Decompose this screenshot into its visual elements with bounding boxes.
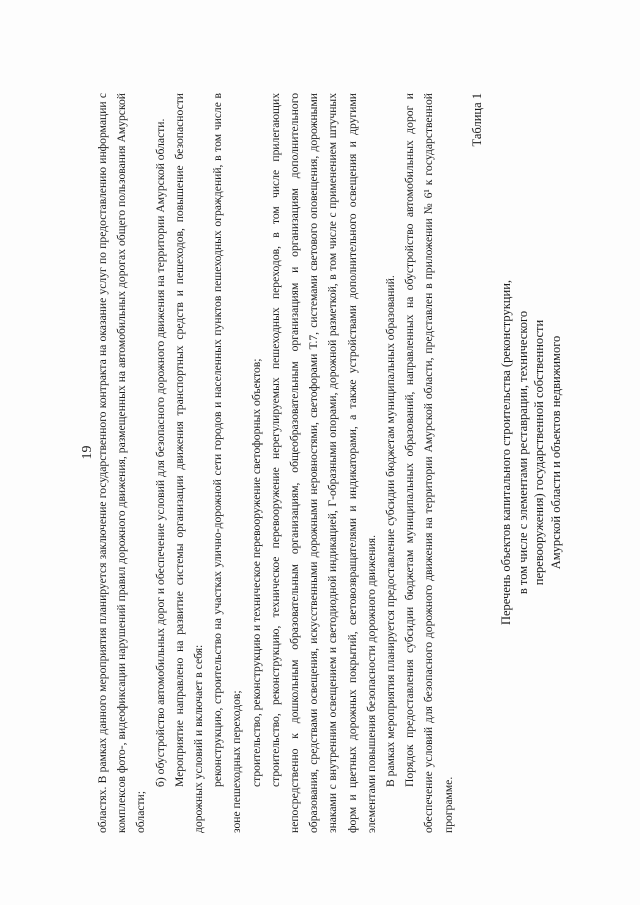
table-caption [498, 0, 564, 905]
paragraph: строительство, реконструкцию и техническое перевооружение светофорных объектов; [249, 358, 263, 787]
caption-line: в том числе с элементами реставрации, технического [515, 310, 530, 595]
paragraph: Порядок предоставления субсидии бюджетам муниципальных образований, направленных на обустройство автомобильных дорог и обеспечение условий для безопасного дорожного движения на территории Амурской области, представлен в приложении № 6¹ к государственной программе. [403, 93, 455, 833]
paragraph: В рамках мероприятия планируется предоставление субсидии бюджетам муниципальных образований. [384, 275, 398, 787]
caption-line: Перечень объектов капитального строительства (реконструкции, [499, 279, 513, 626]
body-text [93, 93, 458, 833]
caption-line: Амурской области и объектов недвижимого [548, 335, 563, 570]
paragraph: Мероприятие направлено на развитие системы организации движения транспортных средств и пешеходов, повышение безопасности дорожных условий и включает в себя: [172, 93, 206, 833]
paragraph: реконструкцию, строительство на участках улично-дорожной сети городов и населенных пунктов пешеходных ограждений, в том числе в зоне пешеходных переходов; [211, 93, 244, 833]
caption-line: перевооружения) государственной собственности [532, 319, 546, 586]
paragraph: областях. В рамках данного мероприятия планируется заключение государственного контракта на оказание услуг по предоставлению информации с комплексов фото-, видеофиксации нарушений правил дорожного движения, размещенных на автомобильных дорогах общего пользования Амурской области; [96, 93, 148, 833]
page-number: 19 [80, 445, 95, 460]
paragraph: б) обустройство автомобильных дорог и обеспечение условий для безопасного дорожного движения на территории Амурской области. [153, 118, 167, 787]
table-label: Таблица 1 [470, 93, 484, 147]
paragraph: строительство, реконструкцию, техническое перевооружение нерегулируемых пешеходных переходов, в том числе прилегающих непосредственно к дошкольным образовательным организациям, общеобразовательным организациям и организациям дополнительного образования, средствами освещения, искусственными дорожными неровностями, светофорами Т.7, системами светового оповещения, дорожными знаками с внутренним освещением и светодиодной индикацией, Г-образными опорами, дорожной разметкой, в том числе с применением штучных форм и цветных дорожных покрытий, световозвращателями и индикаторами, а также устройствами дополнительного освещения и другими элементами повышения безопасности дорожного движения. [268, 93, 378, 833]
